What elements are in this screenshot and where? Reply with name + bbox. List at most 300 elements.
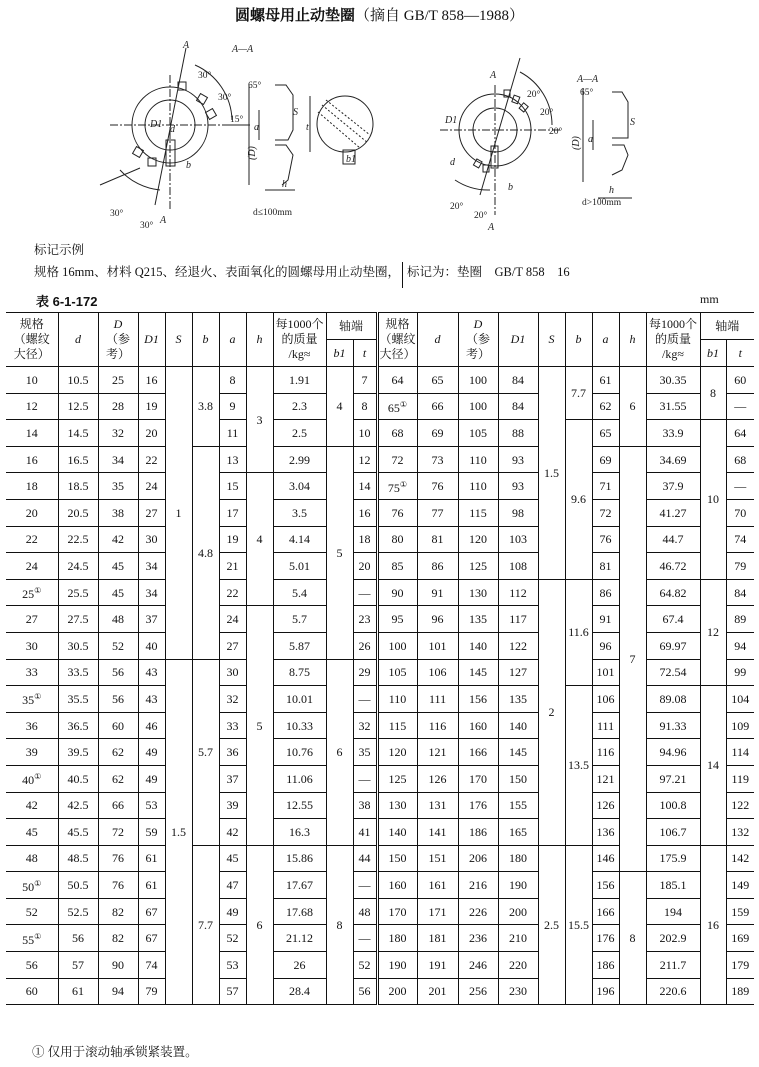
cell-a: 52 bbox=[219, 925, 246, 952]
cell-d: 24.5 bbox=[58, 553, 98, 580]
cell-spec bbox=[6, 845, 58, 872]
cell-a: 71 bbox=[592, 473, 619, 500]
cell-t: 48 bbox=[353, 898, 377, 925]
cell-D: 120 bbox=[458, 526, 498, 553]
cell-d: 171 bbox=[417, 898, 458, 925]
spec-value: 45 bbox=[25, 824, 38, 839]
dim-D-right: (D) bbox=[571, 136, 582, 150]
cell-spec bbox=[6, 765, 58, 792]
header-t-right: t bbox=[726, 340, 754, 367]
angle-right-2: 20° bbox=[540, 108, 554, 118]
cell-d: 57 bbox=[58, 952, 98, 979]
cell-a: 101 bbox=[592, 659, 619, 686]
spec-value: 12 bbox=[25, 399, 38, 414]
cell-t: — bbox=[726, 393, 754, 420]
table-number: 表 6-1-172 bbox=[36, 294, 98, 309]
cell-mass: 67.4 bbox=[646, 606, 700, 633]
cell-a: 176 bbox=[592, 925, 619, 952]
cell-D1: 30 bbox=[138, 526, 165, 553]
cell-t: 189 bbox=[726, 978, 754, 1005]
cell-mass: 26 bbox=[273, 952, 326, 979]
cell-D: 82 bbox=[98, 925, 138, 952]
cell-a: 45 bbox=[219, 845, 246, 872]
footnote-marker: ① bbox=[34, 772, 42, 782]
angle-left-5: 30° bbox=[140, 221, 154, 231]
cell-b: 15.5 bbox=[565, 845, 592, 1005]
cell-a: 61 bbox=[592, 367, 619, 394]
spec-value: 130 bbox=[388, 798, 407, 813]
footnote-marker: ① bbox=[399, 399, 408, 409]
cell-D: 38 bbox=[98, 499, 138, 526]
cell-mass: 3.04 bbox=[273, 473, 326, 500]
spec-value: 25 bbox=[22, 587, 35, 602]
cell-t: 94 bbox=[726, 632, 754, 659]
cell-mass: 12.55 bbox=[273, 792, 326, 819]
table-unit: mm bbox=[700, 292, 719, 306]
spec-value: 110 bbox=[388, 691, 407, 706]
cell-t: 84 bbox=[726, 579, 754, 606]
cell-D: 48 bbox=[98, 606, 138, 633]
cell-d: 66 bbox=[417, 393, 458, 420]
cell-a: 146 bbox=[592, 845, 619, 872]
cell-t: 122 bbox=[726, 792, 754, 819]
spec-value: 56 bbox=[25, 957, 38, 972]
cell-d: 106 bbox=[417, 659, 458, 686]
cell-h: 8 bbox=[619, 872, 646, 1005]
cell-D: 110 bbox=[458, 446, 498, 473]
cell-t: 109 bbox=[726, 712, 754, 739]
cell-a: 91 bbox=[592, 606, 619, 633]
cell-spec bbox=[6, 712, 58, 739]
spec-value: 76 bbox=[391, 505, 404, 520]
cell-spec bbox=[6, 499, 58, 526]
cell-D1: 230 bbox=[498, 978, 538, 1005]
angle-right-1: 20° bbox=[527, 90, 541, 100]
header-S-right: S bbox=[538, 313, 565, 367]
cell-d: 50.5 bbox=[58, 872, 98, 899]
header-b-left: b bbox=[192, 313, 219, 367]
spec-value: 30 bbox=[25, 638, 38, 653]
cell-d: 56 bbox=[58, 925, 98, 952]
cell-spec bbox=[6, 739, 58, 766]
cell-b: 9.6 bbox=[565, 420, 592, 580]
cell-spec bbox=[6, 606, 58, 633]
header-h-left: h bbox=[246, 313, 273, 367]
spec-value: 95 bbox=[391, 612, 404, 627]
dim-d-left: d bbox=[170, 124, 175, 135]
cell-D1: 93 bbox=[498, 446, 538, 473]
cell-t: 169 bbox=[726, 925, 754, 952]
cell-mass: 11.06 bbox=[273, 765, 326, 792]
cell-t: 68 bbox=[726, 446, 754, 473]
cell-spec bbox=[377, 739, 417, 766]
cell-D: 156 bbox=[458, 686, 498, 713]
spec-value: 55 bbox=[22, 932, 35, 947]
cell-D: 66 bbox=[98, 792, 138, 819]
cell-D: 145 bbox=[458, 659, 498, 686]
title-main: 圆螺母用止动垫圈 bbox=[235, 8, 356, 24]
cell-D1: 140 bbox=[498, 712, 538, 739]
cell-d: 76 bbox=[417, 473, 458, 500]
cell-D: 170 bbox=[458, 765, 498, 792]
header-b-right: b bbox=[565, 313, 592, 367]
cell-t: 52 bbox=[353, 952, 377, 979]
cell-t: 99 bbox=[726, 659, 754, 686]
cell-mass: 8.75 bbox=[273, 659, 326, 686]
cell-D1: 98 bbox=[498, 499, 538, 526]
cut-label-top-right: A bbox=[490, 70, 497, 81]
spec-value: 10 bbox=[25, 372, 38, 387]
cell-t: 79 bbox=[726, 553, 754, 580]
cell-D: 256 bbox=[458, 978, 498, 1005]
cell-D1: 34 bbox=[138, 553, 165, 580]
dim-d1-right: D1 bbox=[445, 115, 458, 126]
cell-spec bbox=[6, 420, 58, 447]
cell-mass: 2.3 bbox=[273, 393, 326, 420]
dim-h-left: h bbox=[282, 179, 287, 190]
cell-spec bbox=[377, 872, 417, 899]
cell-mass: 46.72 bbox=[646, 553, 700, 580]
cell-D1: 24 bbox=[138, 473, 165, 500]
cell-D: 130 bbox=[458, 579, 498, 606]
cell-a: 72 bbox=[592, 499, 619, 526]
cell-D: 62 bbox=[98, 765, 138, 792]
cell-d: 25.5 bbox=[58, 579, 98, 606]
cell-D1: 67 bbox=[138, 925, 165, 952]
cell-d: 86 bbox=[417, 553, 458, 580]
cell-mass: 34.69 bbox=[646, 446, 700, 473]
cell-t: 20 bbox=[353, 553, 377, 580]
cell-spec bbox=[377, 393, 417, 420]
cell-b1: 12 bbox=[700, 579, 726, 685]
cell-t: 7 bbox=[353, 367, 377, 394]
marking-heading: 标记示例 bbox=[34, 243, 85, 257]
cell-mass: 10.01 bbox=[273, 686, 326, 713]
cell-S: 1.5 bbox=[165, 659, 192, 1005]
footnote: ① 仅用于滚动轴承锁紧装置。 bbox=[32, 1045, 198, 1059]
cell-t: 159 bbox=[726, 898, 754, 925]
cell-d: 81 bbox=[417, 526, 458, 553]
cut-label-bottom-left: A bbox=[160, 215, 167, 226]
cell-d: 73 bbox=[417, 446, 458, 473]
spec-table bbox=[6, 312, 754, 1005]
spec-value: 90 bbox=[391, 585, 404, 600]
cell-t: 179 bbox=[726, 952, 754, 979]
cell-a: 17 bbox=[219, 499, 246, 526]
cell-b1: 8 bbox=[700, 367, 726, 420]
cell-D: 34 bbox=[98, 446, 138, 473]
cell-D1: 34 bbox=[138, 579, 165, 606]
cell-spec bbox=[6, 872, 58, 899]
cell-D: 216 bbox=[458, 872, 498, 899]
spec-value: 125 bbox=[388, 771, 407, 786]
cell-mass: 17.68 bbox=[273, 898, 326, 925]
cell-b: 7.7 bbox=[192, 845, 219, 1005]
drawing-small-washer bbox=[100, 48, 250, 210]
cell-d: 42.5 bbox=[58, 792, 98, 819]
cell-D1: 79 bbox=[138, 978, 165, 1005]
cell-d: 131 bbox=[417, 792, 458, 819]
dim-d1-left: D1 bbox=[150, 119, 163, 130]
cell-D: 246 bbox=[458, 952, 498, 979]
cell-spec bbox=[6, 898, 58, 925]
cell-b1: 4 bbox=[326, 367, 353, 447]
cell-D1: 74 bbox=[138, 952, 165, 979]
cell-D: 35 bbox=[98, 473, 138, 500]
angle-right-3: 20° bbox=[549, 127, 563, 137]
header-shaft-end-right: 轴端 bbox=[700, 313, 754, 340]
header-t-left: t bbox=[353, 340, 377, 367]
spec-value: 120 bbox=[388, 745, 407, 760]
footnote-marker: ① bbox=[34, 878, 42, 888]
cell-h: 3 bbox=[246, 367, 273, 473]
cell-t: 38 bbox=[353, 792, 377, 819]
cell-spec bbox=[377, 845, 417, 872]
cell-d: 52.5 bbox=[58, 898, 98, 925]
cell-h: 6 bbox=[619, 367, 646, 447]
cell-t: 18 bbox=[353, 526, 377, 553]
cell-h: 7 bbox=[619, 446, 646, 872]
cell-D: 100 bbox=[458, 393, 498, 420]
spec-value: 140 bbox=[388, 824, 407, 839]
title-source: （摘自 GB/T 858—1988） bbox=[355, 8, 524, 24]
cell-mass: 211.7 bbox=[646, 952, 700, 979]
spec-value: 72 bbox=[391, 452, 404, 467]
cell-D: 94 bbox=[98, 978, 138, 1005]
cell-b: 5.7 bbox=[192, 659, 219, 845]
spec-value: 180 bbox=[388, 931, 407, 946]
cell-a: 27 bbox=[219, 632, 246, 659]
marking-example bbox=[34, 262, 570, 288]
cell-D: 176 bbox=[458, 792, 498, 819]
cell-mass: 44.7 bbox=[646, 526, 700, 553]
cell-mass: 69.97 bbox=[646, 632, 700, 659]
cell-t: 10 bbox=[353, 420, 377, 447]
cell-D1: 59 bbox=[138, 819, 165, 846]
footnote-marker: ① bbox=[34, 692, 42, 702]
cell-D1: 40 bbox=[138, 632, 165, 659]
cell-D1: 145 bbox=[498, 739, 538, 766]
cell-spec bbox=[377, 367, 417, 394]
spec-value: 190 bbox=[388, 957, 407, 972]
spec-value: 40 bbox=[22, 773, 35, 788]
cell-D1: 49 bbox=[138, 765, 165, 792]
spec-value: 64 bbox=[391, 372, 404, 387]
spec-value: 42 bbox=[25, 798, 38, 813]
cell-d: 27.5 bbox=[58, 606, 98, 633]
cell-t: 14 bbox=[353, 473, 377, 500]
cell-mass: 1.91 bbox=[273, 367, 326, 394]
spec-value: 85 bbox=[391, 558, 404, 573]
header-mass-right: 每1000个 的质量 /kg≈ bbox=[646, 313, 700, 367]
spec-value: 150 bbox=[388, 851, 407, 866]
cell-D1: 165 bbox=[498, 819, 538, 846]
cell-D1: 19 bbox=[138, 393, 165, 420]
cell-mass: 10.76 bbox=[273, 739, 326, 766]
cell-D: 125 bbox=[458, 553, 498, 580]
cell-mass: 64.82 bbox=[646, 579, 700, 606]
cell-a: 30 bbox=[219, 659, 246, 686]
header-D1-right: D1 bbox=[498, 313, 538, 367]
angle-right-5: 20° bbox=[474, 211, 488, 221]
cell-D1: 37 bbox=[138, 606, 165, 633]
cell-a: 49 bbox=[219, 898, 246, 925]
dim-h-right: h bbox=[609, 185, 614, 196]
angle-right-4: 20° bbox=[450, 202, 464, 212]
cell-h: 5 bbox=[246, 606, 273, 845]
table-row bbox=[6, 446, 754, 473]
cell-D: 236 bbox=[458, 925, 498, 952]
cell-D: 62 bbox=[98, 739, 138, 766]
cell-mass: 2.5 bbox=[273, 420, 326, 447]
cell-mass: 30.35 bbox=[646, 367, 700, 394]
profile-angle-right: 65° bbox=[580, 88, 594, 98]
cell-b1: 14 bbox=[700, 686, 726, 846]
spec-value: 100 bbox=[388, 638, 407, 653]
cell-d: 20.5 bbox=[58, 499, 98, 526]
header-b1-left: b1 bbox=[326, 340, 353, 367]
cell-D: 226 bbox=[458, 898, 498, 925]
header-mass-left: 每1000个 的质量 /kg≈ bbox=[273, 313, 326, 367]
cell-t: 23 bbox=[353, 606, 377, 633]
cell-d: 111 bbox=[417, 686, 458, 713]
cell-d: 201 bbox=[417, 978, 458, 1005]
cell-d: 161 bbox=[417, 872, 458, 899]
cell-D: 32 bbox=[98, 420, 138, 447]
cell-mass: 94.96 bbox=[646, 739, 700, 766]
cell-t: 16 bbox=[353, 499, 377, 526]
cell-b: 7.7 bbox=[565, 367, 592, 420]
cell-d: 10.5 bbox=[58, 367, 98, 394]
cell-spec bbox=[6, 792, 58, 819]
cell-a: 62 bbox=[592, 393, 619, 420]
cell-b: 13.5 bbox=[565, 686, 592, 846]
cell-D: 45 bbox=[98, 553, 138, 580]
spec-value: 39 bbox=[25, 745, 38, 760]
cell-D: 166 bbox=[458, 739, 498, 766]
cell-D: 160 bbox=[458, 712, 498, 739]
cell-mass: 4.14 bbox=[273, 526, 326, 553]
cell-D1: 61 bbox=[138, 872, 165, 899]
spec-value: 36 bbox=[25, 718, 38, 733]
cell-spec bbox=[6, 553, 58, 580]
dim-S-left: S bbox=[293, 107, 298, 118]
cell-D1: 150 bbox=[498, 765, 538, 792]
cell-t: — bbox=[353, 765, 377, 792]
cell-a: 196 bbox=[592, 978, 619, 1005]
footnote-marker: ① bbox=[34, 931, 42, 941]
cell-mass: 28.4 bbox=[273, 978, 326, 1005]
cell-spec bbox=[377, 659, 417, 686]
cell-b: 3.8 bbox=[192, 367, 219, 447]
cell-a: 9 bbox=[219, 393, 246, 420]
marking-example-text: 规格 16mm、材料 Q215、经退火、表面氧化的圆螺母用止动垫圈， bbox=[34, 265, 400, 279]
angle-left-2: 30° bbox=[218, 93, 232, 103]
cell-t: 74 bbox=[726, 526, 754, 553]
spec-value: 60 bbox=[25, 984, 38, 999]
dim-b-right: b bbox=[508, 182, 513, 193]
cell-D1: 112 bbox=[498, 579, 538, 606]
spec-value: 18 bbox=[25, 479, 38, 494]
header-a-left: a bbox=[219, 313, 246, 367]
table-header bbox=[6, 313, 754, 367]
cell-D: 76 bbox=[98, 845, 138, 872]
drawing-small-section bbox=[249, 85, 373, 190]
cell-D: 100 bbox=[458, 367, 498, 394]
header-S-left: S bbox=[165, 313, 192, 367]
cell-a: 86 bbox=[592, 579, 619, 606]
cell-d: 61 bbox=[58, 978, 98, 1005]
cut-label-bottom-right: A bbox=[488, 222, 495, 233]
cell-spec bbox=[6, 526, 58, 553]
spec-value: 48 bbox=[25, 851, 38, 866]
cell-mass: 15.86 bbox=[273, 845, 326, 872]
cell-D1: 122 bbox=[498, 632, 538, 659]
spec-value: 68 bbox=[391, 425, 404, 440]
cell-a: 22 bbox=[219, 579, 246, 606]
marking-result: 标记为：垫圈 GB/T 858 16 bbox=[406, 265, 570, 279]
cell-D1: 43 bbox=[138, 659, 165, 686]
cell-D1: 103 bbox=[498, 526, 538, 553]
cell-spec bbox=[6, 686, 58, 713]
cell-D1: 88 bbox=[498, 420, 538, 447]
spec-value: 22 bbox=[25, 532, 38, 547]
cell-spec bbox=[6, 367, 58, 394]
cell-t: 132 bbox=[726, 819, 754, 846]
cell-a: 69 bbox=[592, 446, 619, 473]
cell-spec bbox=[377, 632, 417, 659]
cell-b: 4.8 bbox=[192, 446, 219, 659]
cell-spec bbox=[6, 579, 58, 606]
cell-mass: 194 bbox=[646, 898, 700, 925]
cell-d: 14.5 bbox=[58, 420, 98, 447]
cell-t: 29 bbox=[353, 659, 377, 686]
cell-D: 115 bbox=[458, 499, 498, 526]
dim-D-left: (D) bbox=[247, 146, 258, 160]
cell-mass: 5.7 bbox=[273, 606, 326, 633]
dim-a-left: a bbox=[254, 122, 259, 133]
cell-h: 6 bbox=[246, 845, 273, 1005]
cell-a: 111 bbox=[592, 712, 619, 739]
header-shaft-end-left: 轴端 bbox=[326, 313, 377, 340]
cell-t: 35 bbox=[353, 739, 377, 766]
cell-a: 126 bbox=[592, 792, 619, 819]
dim-S-right: S bbox=[630, 117, 635, 128]
cell-a: 15 bbox=[219, 473, 246, 500]
cell-b: 11.6 bbox=[565, 579, 592, 685]
cell-D1: 117 bbox=[498, 606, 538, 633]
cell-spec bbox=[6, 925, 58, 952]
cell-S: 2.5 bbox=[538, 845, 565, 1005]
spec-value: 14 bbox=[25, 425, 38, 440]
cell-a: 156 bbox=[592, 872, 619, 899]
cell-spec bbox=[377, 579, 417, 606]
cell-mass: 3.5 bbox=[273, 499, 326, 526]
cell-spec bbox=[6, 446, 58, 473]
cell-spec bbox=[377, 553, 417, 580]
profile-angle-left: 65° bbox=[248, 81, 262, 91]
cell-spec bbox=[377, 978, 417, 1005]
cell-d: 33.5 bbox=[58, 659, 98, 686]
cell-d: 69 bbox=[417, 420, 458, 447]
cell-spec bbox=[377, 925, 417, 952]
cell-spec bbox=[377, 446, 417, 473]
cell-mass: 91.33 bbox=[646, 712, 700, 739]
cell-d: 35.5 bbox=[58, 686, 98, 713]
cell-mass: 5.87 bbox=[273, 632, 326, 659]
cell-t: 104 bbox=[726, 686, 754, 713]
cell-D: 140 bbox=[458, 632, 498, 659]
